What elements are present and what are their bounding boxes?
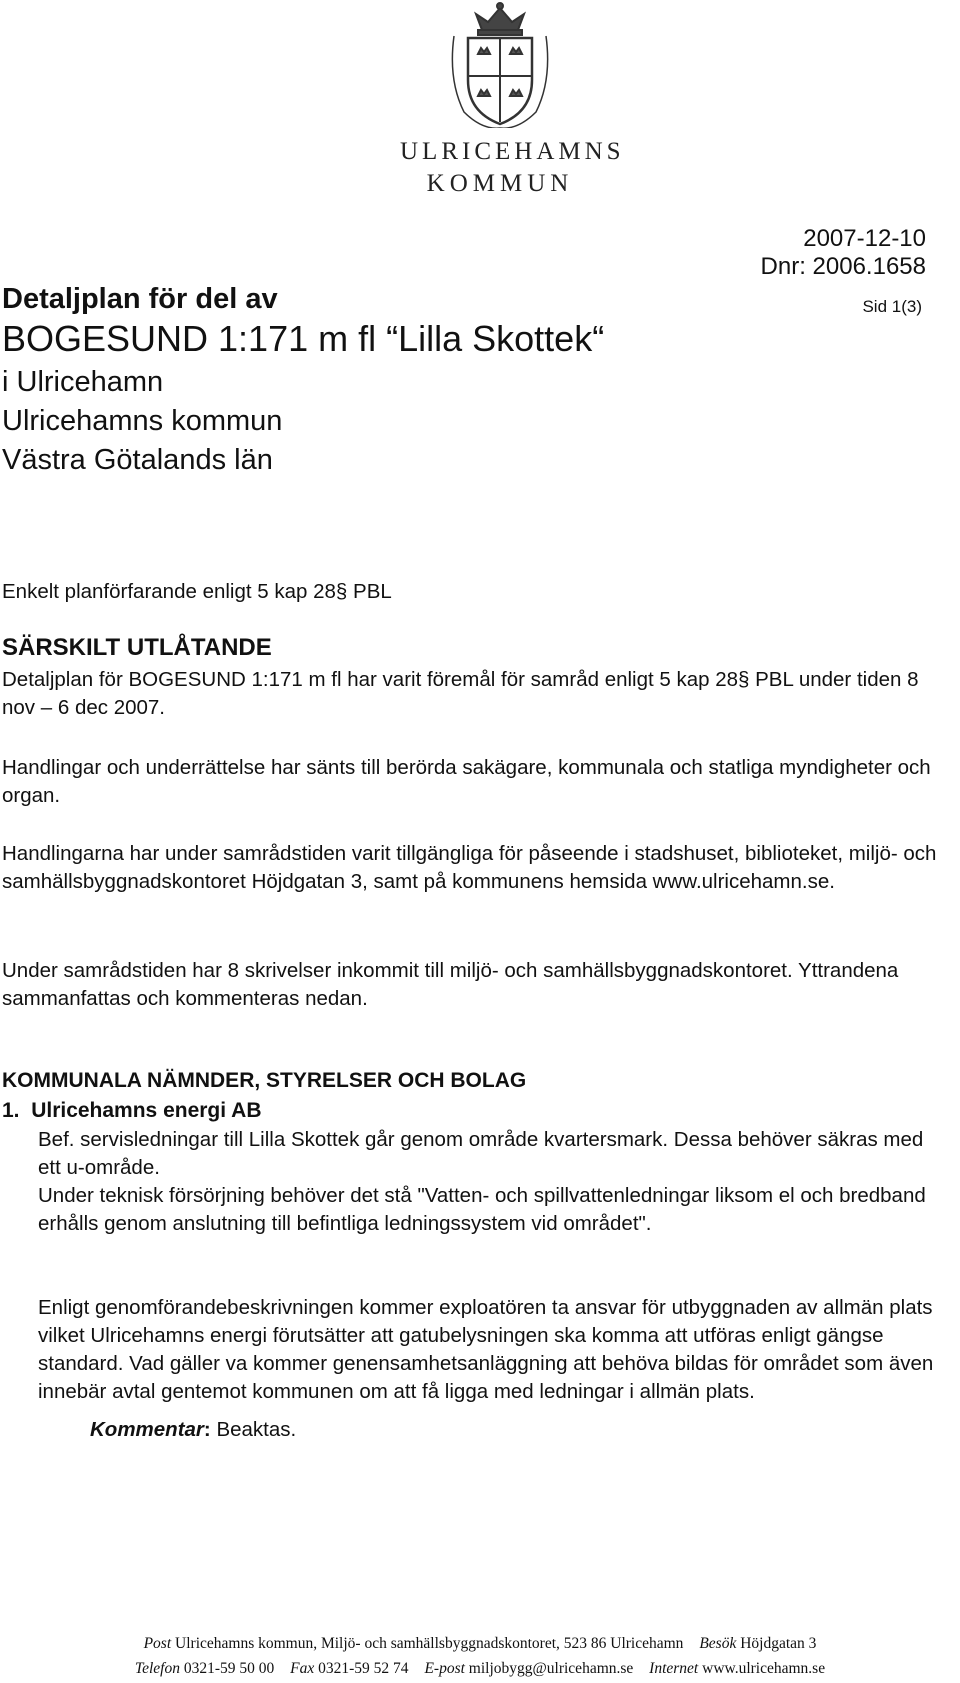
title-line5: Västra Götalands län xyxy=(2,444,273,476)
logo-name-line2: KOMMUN xyxy=(426,170,574,197)
document-number: Dnr: 2006.1658 xyxy=(760,253,926,280)
document-date: 2007-12-10 xyxy=(803,225,926,252)
paragraph-distribution: Handlingar och underrättelse har sänts till berörda sakägare, kommunala och statliga myndigheter och organ. xyxy=(2,756,931,807)
footer-web-label: Internet xyxy=(649,1660,699,1677)
item-text-3: Enligt genomförandebeskrivningen kommer exploatören ta ansvar för utbyggnaden av allmän plats vilket Ulricehamns energi förutsätter att gatubelysningen ska komma att utföras enligt gängse standard. Vad gäller va kommer genensamhetsanläggning att behöva bildas för området som även innebär avtal gentemot kommunen om att få ligga med ledningar i allmän plats. xyxy=(38,1296,934,1403)
coat-of-arms-icon xyxy=(424,0,576,128)
section-heading: SÄRSKILT UTLÅTANDE xyxy=(2,634,272,661)
procedure-text: Enkelt planförfarande enligt 5 kap 28§ PBL xyxy=(2,580,392,603)
paragraph-submissions: Under samrådstiden har 8 skrivelser inkommit till miljö- och samhällsbyggnadskontoret. Yttrandena sammanfattas och kommenteras nedan. xyxy=(2,959,899,1010)
footer-line1 xyxy=(0,1635,960,1653)
item-number: 1. xyxy=(2,1099,20,1122)
footer-web-value: www.ulricehamn.se xyxy=(702,1660,826,1677)
title-line1: Detaljplan för del av xyxy=(2,283,278,315)
footer-line2 xyxy=(0,1660,960,1678)
title-line2: BOGESUND 1:171 m fl “Lilla Skottek“ xyxy=(2,318,605,359)
group-heading: KOMMUNALA NÄMNDER, STYRELSER OCH BOLAG xyxy=(2,1069,527,1092)
item-text-1: Bef. servisledningar till Lilla Skottek går genom område kvartersmark. Dessa behöver säkras med ett u-område. xyxy=(38,1128,924,1179)
footer-phone-value: 0321-59 50 00 xyxy=(183,1660,275,1677)
paragraph-availability: Handlingarna har under samrådstiden varit tillgängliga för påseende i stadshuset, biblioteket, miljö- och samhällsbyggnadskontoret Höjdgatan 3, samt på kommunens hemsida www.ulricehamn.se. xyxy=(2,842,937,893)
footer-post-value: Ulricehamns kommun, Miljö- och samhällsbyggnadskontoret, 523 86 Ulricehamn xyxy=(175,1635,684,1652)
title-line3: i Ulricehamn xyxy=(2,366,164,398)
footer-email-label: E-post xyxy=(424,1660,465,1677)
page-indicator: Sid 1(3) xyxy=(862,297,922,316)
title-line4: Ulricehamns kommun xyxy=(2,405,283,437)
footer-fax-label: Fax xyxy=(290,1660,315,1677)
paragraph-consultation: Detaljplan för BOGESUND 1:171 m fl har varit föremål för samråd enligt 5 kap 28§ PBL under tiden 8 nov – 6 dec 2007. xyxy=(2,668,919,719)
item-heading xyxy=(2,1099,261,1123)
footer-fax-value: 0321-59 52 74 xyxy=(318,1660,409,1677)
footer-visit-value: Höjdgatan 3 xyxy=(740,1635,817,1652)
item-name: Ulricehamns energi AB xyxy=(31,1099,262,1122)
comment-label: Kommentar xyxy=(90,1418,204,1441)
logo-name-line1: ULRICEHAMNS xyxy=(400,138,625,165)
comment-text: Beaktas. xyxy=(216,1418,297,1441)
footer-email-value: miljobygg@ulricehamn.se xyxy=(468,1660,634,1677)
footer-visit-label: Besök xyxy=(699,1635,737,1652)
footer-phone-label: Telefon xyxy=(134,1660,180,1677)
footer-post-label: Post xyxy=(143,1635,172,1652)
item-text-2: Under teknisk försörjning behöver det stå "Vatten- och spillvattenledningar liksom el och bredband erhålls genom anslutning till befintliga ledningssystem vid området". xyxy=(38,1184,926,1235)
item-comment: Kommentar: Beaktas. xyxy=(90,1418,297,1441)
municipality-logo xyxy=(400,0,625,200)
